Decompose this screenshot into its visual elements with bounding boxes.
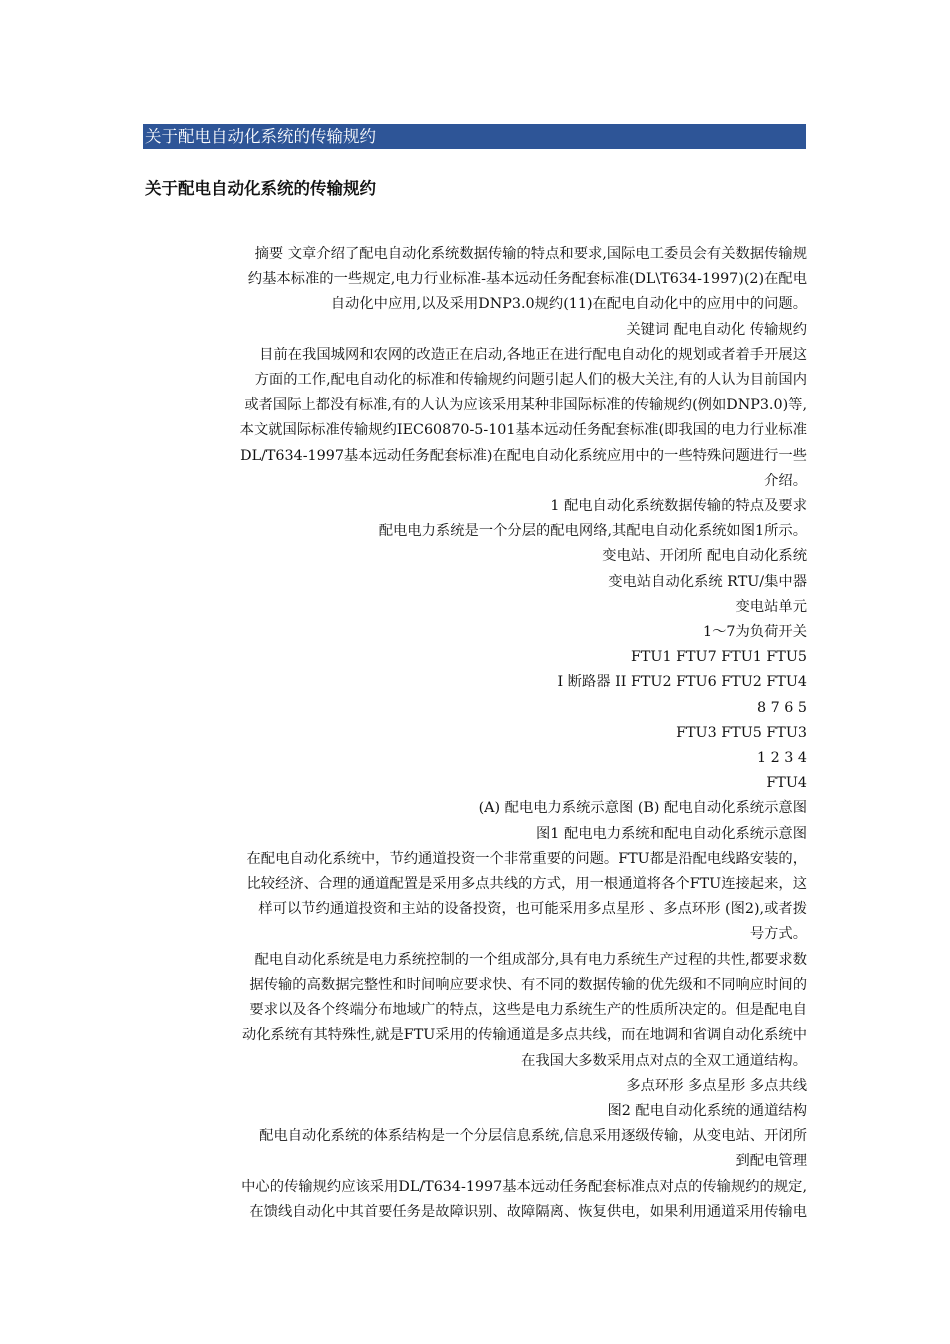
figure-caption: 图1 配电电力系统和配电自动化系统示意图: [536, 825, 807, 842]
figure-text: 1～7为负荷开关: [703, 624, 807, 641]
text-line: 在我国大多数采用点对点的全双工通道结构。: [521, 1052, 807, 1069]
text-line: 配电自动化系统是电力系统控制的一个组成部分,具有电力系统生产过程的共性,都要求数: [254, 951, 807, 968]
text-line: DL/T634-1997基本远动任务配套标准)在配电自动化系统应用中的一些特殊问题进行一些: [240, 447, 807, 464]
text-line: 号方式。: [749, 926, 807, 943]
figure-text: FTU4: [766, 775, 807, 792]
document-body: [145, 242, 807, 1225]
figure-text: 变电站、开闭所 配电自动化系统: [602, 548, 807, 565]
text-line: 目前在我国城网和农网的改造正在启动,各地正在进行配电自动化的规划或者着手开展这: [259, 346, 807, 363]
text-line: 方面的工作,配电自动化的标准和传输规约问题引起人们的极大关注,有的人认为目前国内: [254, 372, 807, 389]
text-line: 到配电管理: [735, 1153, 807, 1170]
text-line: 本文就国际标准传输规约IEC60870-5-101基本远动任务配套标准(即我国的电力行业标准: [239, 422, 807, 439]
figure-subcaption: (A) 配电电力系统示意图 (B) 配电自动化系统示意图: [478, 800, 807, 817]
figure-text: 多点环形 多点星形 多点共线: [626, 1077, 807, 1094]
text-line: 或者国际上都没有标准,有的人认为应该采用某种非国际标准的传输规约(例如DNP3.0)等,: [244, 397, 807, 414]
text-line: 配电自动化系统的体系结构是一个分层信息系统,信息采用逐级传输，从变电站、开闭所: [259, 1128, 807, 1145]
figure-text: 1 2 3 4: [756, 750, 807, 767]
figure-text: 变电站自动化系统 RTU/集中器: [608, 573, 807, 590]
figure-text: 8 7 6 5: [756, 699, 807, 716]
text-line: 约基本标准的一些规定,电力行业标准-基本远动任务配套标准(DL\T634-1997)(2)在配电: [247, 271, 807, 288]
figure-text: 变电站单元: [735, 598, 807, 615]
text-line: 比较经济、合理的通道配置是采用多点共线的方式，用一根通道将各个FTU连接起来，这: [246, 876, 807, 893]
figure-text: I 断路器 II FTU2 FTU6 FTU2 FTU4: [557, 674, 807, 691]
figure-text: FTU1 FTU7 FTU1 FTU5: [630, 649, 807, 666]
figure-text: FTU3 FTU5 FTU3: [676, 724, 807, 741]
text-line: 自动化中应用,以及采用DNP3.0规约(11)在配电自动化中的应用中的问题。: [330, 296, 807, 313]
keywords-line: 关键词 配电自动化 传输规约: [626, 321, 807, 338]
text-line: 要求以及各个终端分布地域广的特点，这些是电力系统生产的性质所决定的。但是配电自: [249, 1002, 807, 1019]
text-line: 样可以节约通道投资和主站的设备投资，也可能采用多点星形 、多点环形 (图2),或者拨: [258, 901, 807, 918]
text-line: 在配电自动化系统中，节约通道投资一个非常重要的问题。FTU都是沿配电线路安装的，: [246, 850, 807, 867]
text-line: 动化系统有其特殊性,就是FTU采用的传输通道是多点共线，而在地调和省调自动化系统中: [241, 1027, 807, 1044]
text-line: 摘要 文章介绍了配电自动化系统数据传输的特点和要求,国际电工委员会有关数据传输规: [254, 246, 807, 262]
figure-caption: 图2 配电自动化系统的通道结构: [607, 1102, 807, 1119]
section-heading: 1 配电自动化系统数据传输的特点及要求: [550, 498, 807, 515]
text-line: 介绍。: [764, 472, 807, 489]
text-line: 在馈线自动化中其首要任务是故障识别、故障隔离、恢复供电，如果利用通道采用传输电: [249, 1203, 807, 1220]
text-line: 中心的传输规约应该采用DL/T634-1997基本远动任务配套标准点对点的传输规约的规定,: [241, 1178, 807, 1195]
text-line: 据传输的高数据完整性和时间响应要求快、有不同的数据传输的优先级和不同响应时间的: [249, 976, 807, 993]
text-line: 配电电力系统是一个分层的配电网络,其配电自动化系统如图1所示。: [378, 523, 807, 540]
title-banner: 关于配电自动化系统的传输规约: [143, 124, 806, 149]
page-title: 关于配电自动化系统的传输规约: [145, 179, 376, 198]
